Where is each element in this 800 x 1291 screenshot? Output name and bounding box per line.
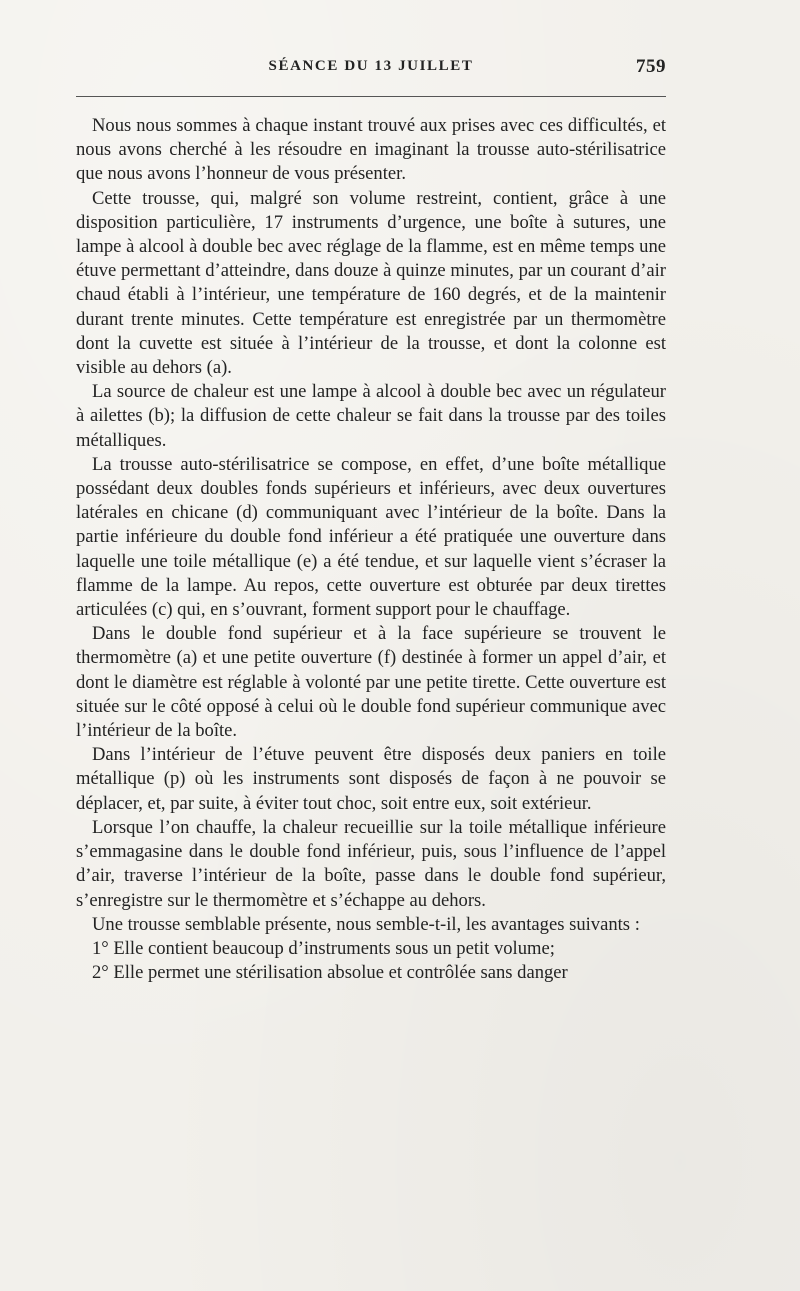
paragraph: La trousse auto-stérilisatrice se compose, en effet, d’une boîte métallique possédant deux doubles fonds supérieurs et inférieurs, avec deux ouvertures latérales en chicane (d) communiquant avec l’intérieur de la boîte. Dans la partie inférieure du double fond inférieur a été pratiquée une ouverture dans laquelle une toile métallique (e) a été tendue, et sur laquelle vient s’écraser la flamme de la lampe. Au repos, cette ouverture est obturée par deux tirettes articulées (c) qui, en s’ouvrant, forment support pour le chauffage.: [76, 453, 666, 621]
paragraph: Une trousse semblable présente, nous semble-t-il, les avantages suivants :: [92, 913, 640, 935]
page-number: 759: [636, 56, 666, 77]
page-header: [76, 58, 666, 84]
header-rule: [76, 96, 666, 97]
list-item-2: 2° Elle permet une stérilisation absolue et contrôlée sans danger: [92, 962, 568, 984]
running-title: SÉANCE DU 13 JUILLET: [268, 58, 474, 74]
paragraph: Cette trousse, qui, malgré son volume restreint, contient, grâce à une disposition particulière, 17 instruments d’urgence, une boîte à sutures, une lampe à alcool à double bec avec réglage de la flamme, est en même temps une étuve permettant d’atteindre, dans douze à quinze minutes, par un courant d’air chaud établi à l’intérieur, une température de 160 degrés, et de la maintenir durant trente minutes. Cette température est enregistrée par un thermomètre dont la cuvette est située à l’intérieur de la trousse, et dont la colonne est visible au dehors (a).: [76, 187, 666, 379]
paragraph: Nous nous sommes à chaque instant trouvé aux prises avec ces difficultés, et nous avons cherché à les résoudre en imaginant la trousse auto-stérilisatrice que nous avons l’honneur de vous présenter.: [76, 115, 666, 185]
paragraph: Lorsque l’on chauffe, la chaleur recueillie sur la toile métallique inférieure s’emmagasine dans le double fond inférieur, puis, sous l’influence de l’appel d’air, traverse l’intérieur de la boîte, passe dans le double fond supérieur, s’enregistre sur le thermomètre et s’échappe au dehors.: [76, 816, 666, 911]
body-text: [76, 114, 666, 985]
paragraph: Dans l’intérieur de l’étuve peuvent être disposés deux paniers en toile métallique (p) où les instruments sont disposés de façon à ne pouvoir se déplacer, et, par suite, à éviter tout choc, soit entre eux, soit extérieur.: [76, 744, 666, 814]
paragraph: La source de chaleur est une lampe à alcool à double bec avec un régulateur à ailettes (b); la diffusion de cette chaleur se fait dans la trousse par des toiles métalliques.: [76, 381, 666, 451]
list-item-1: 1° Elle contient beaucoup d’instruments sous un petit volume;: [92, 937, 555, 959]
paragraph: Dans le double fond supérieur et à la face supérieure se trouvent le thermomètre (a) et une petite ouverture (f) destinée à former un appel d’air, et dont le diamètre est réglable à volonté par une petite tirette. Cette ouverture est située sur le côté opposé à celui où le double fond supérieur communique avec l’intérieur de la boîte.: [76, 623, 666, 742]
